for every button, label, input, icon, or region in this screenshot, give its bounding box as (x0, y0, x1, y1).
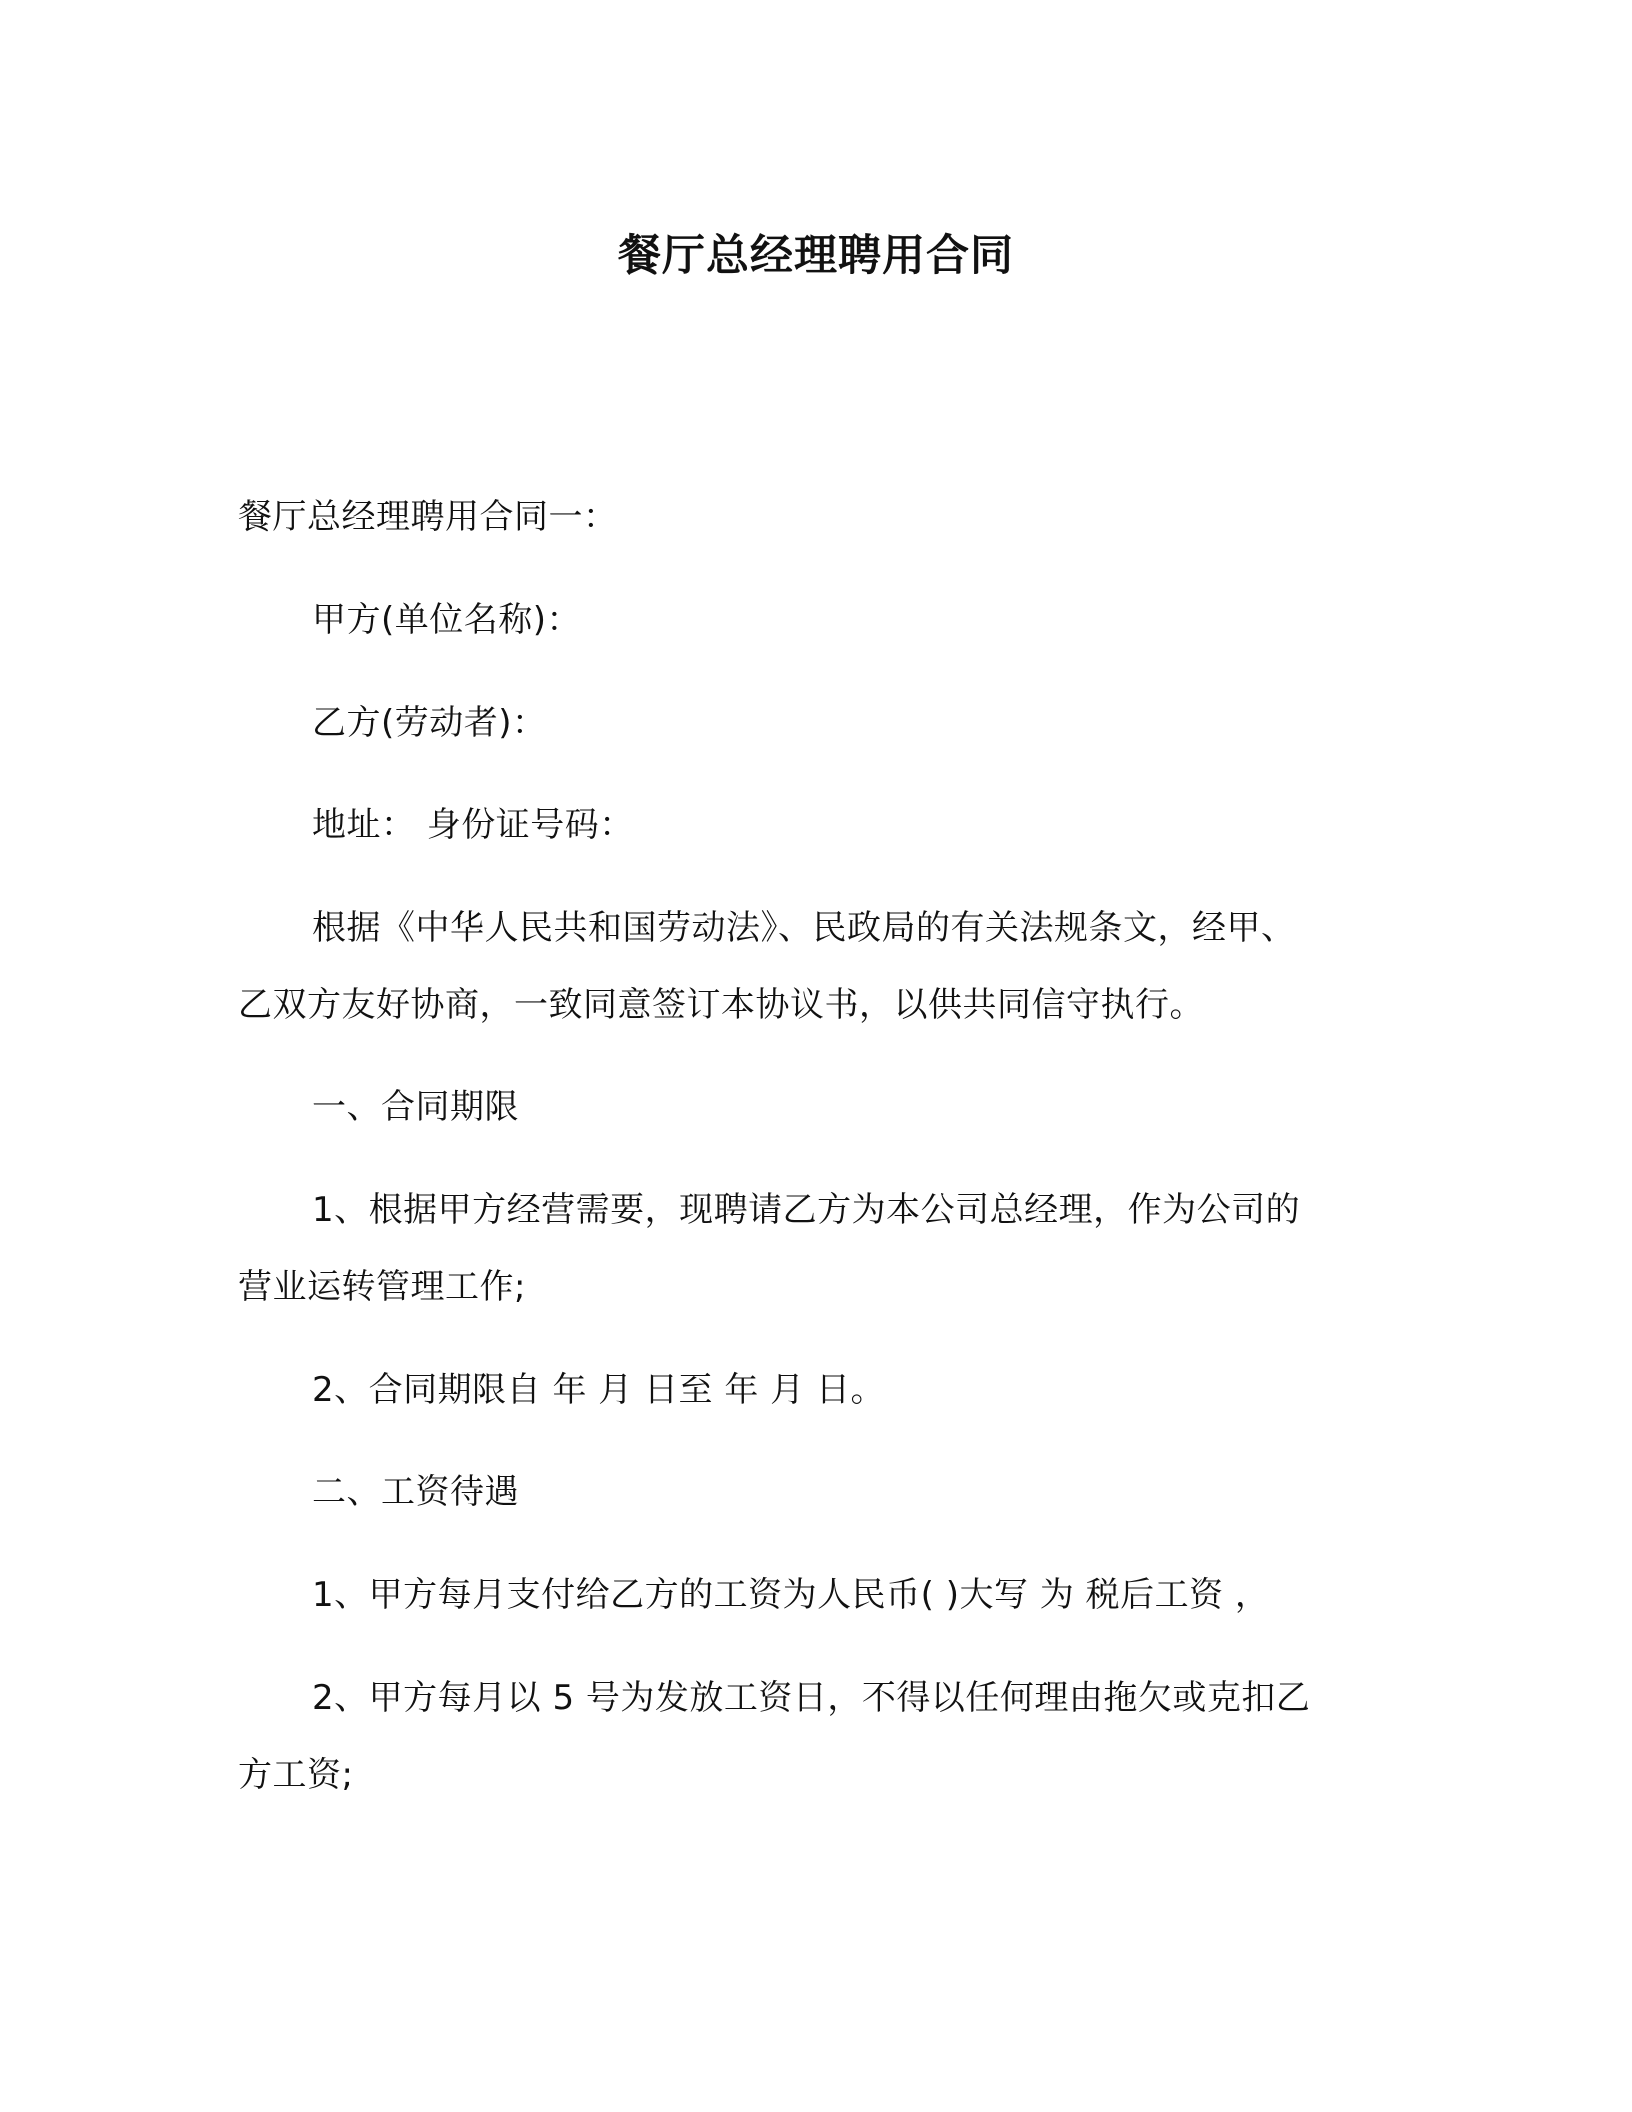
section-2-heading: 二、工资待遇 (312, 1472, 519, 1512)
document-title: 餐厅总经理聘用合同 (618, 231, 1014, 281)
section-1-item-1-line-1: 1、根据甲方经营需要，现聘请乙方为本公司总经理，作为公司的 (312, 1190, 1301, 1230)
address-id-line: 地址： 身份证号码： (312, 805, 634, 845)
contract-subtitle: 餐厅总经理聘用合同一： (238, 497, 618, 537)
party-b-line: 乙方(劳动者)： (312, 703, 547, 743)
section-2-item-2-line-1: 2、甲方每月以 5 号为发放工资日，不得以任何理由拖欠或克扣乙 (312, 1678, 1311, 1718)
preamble-line-2: 乙双方友好协商，一致同意签订本协议书，以供共同信守执行。 (238, 985, 1204, 1025)
section-1-heading: 一、合同期限 (312, 1087, 519, 1127)
section-1-item-2: 2、合同期限自 年 月 日至 年 月 日。 (312, 1370, 885, 1410)
section-2-item-1: 1、甲方每月支付给乙方的工资为人民币( )大写 为 税后工资 ， (312, 1575, 1270, 1615)
preamble-line-1: 根据《中华人民共和国劳动法》、民政局的有关法规条文，经甲、 (312, 908, 1296, 948)
party-a-line: 甲方(单位名称)： (312, 600, 582, 640)
section-2-item-2-line-2: 方工资; (238, 1755, 354, 1795)
section-1-item-1-line-2: 营业运转管理工作; (238, 1267, 526, 1307)
